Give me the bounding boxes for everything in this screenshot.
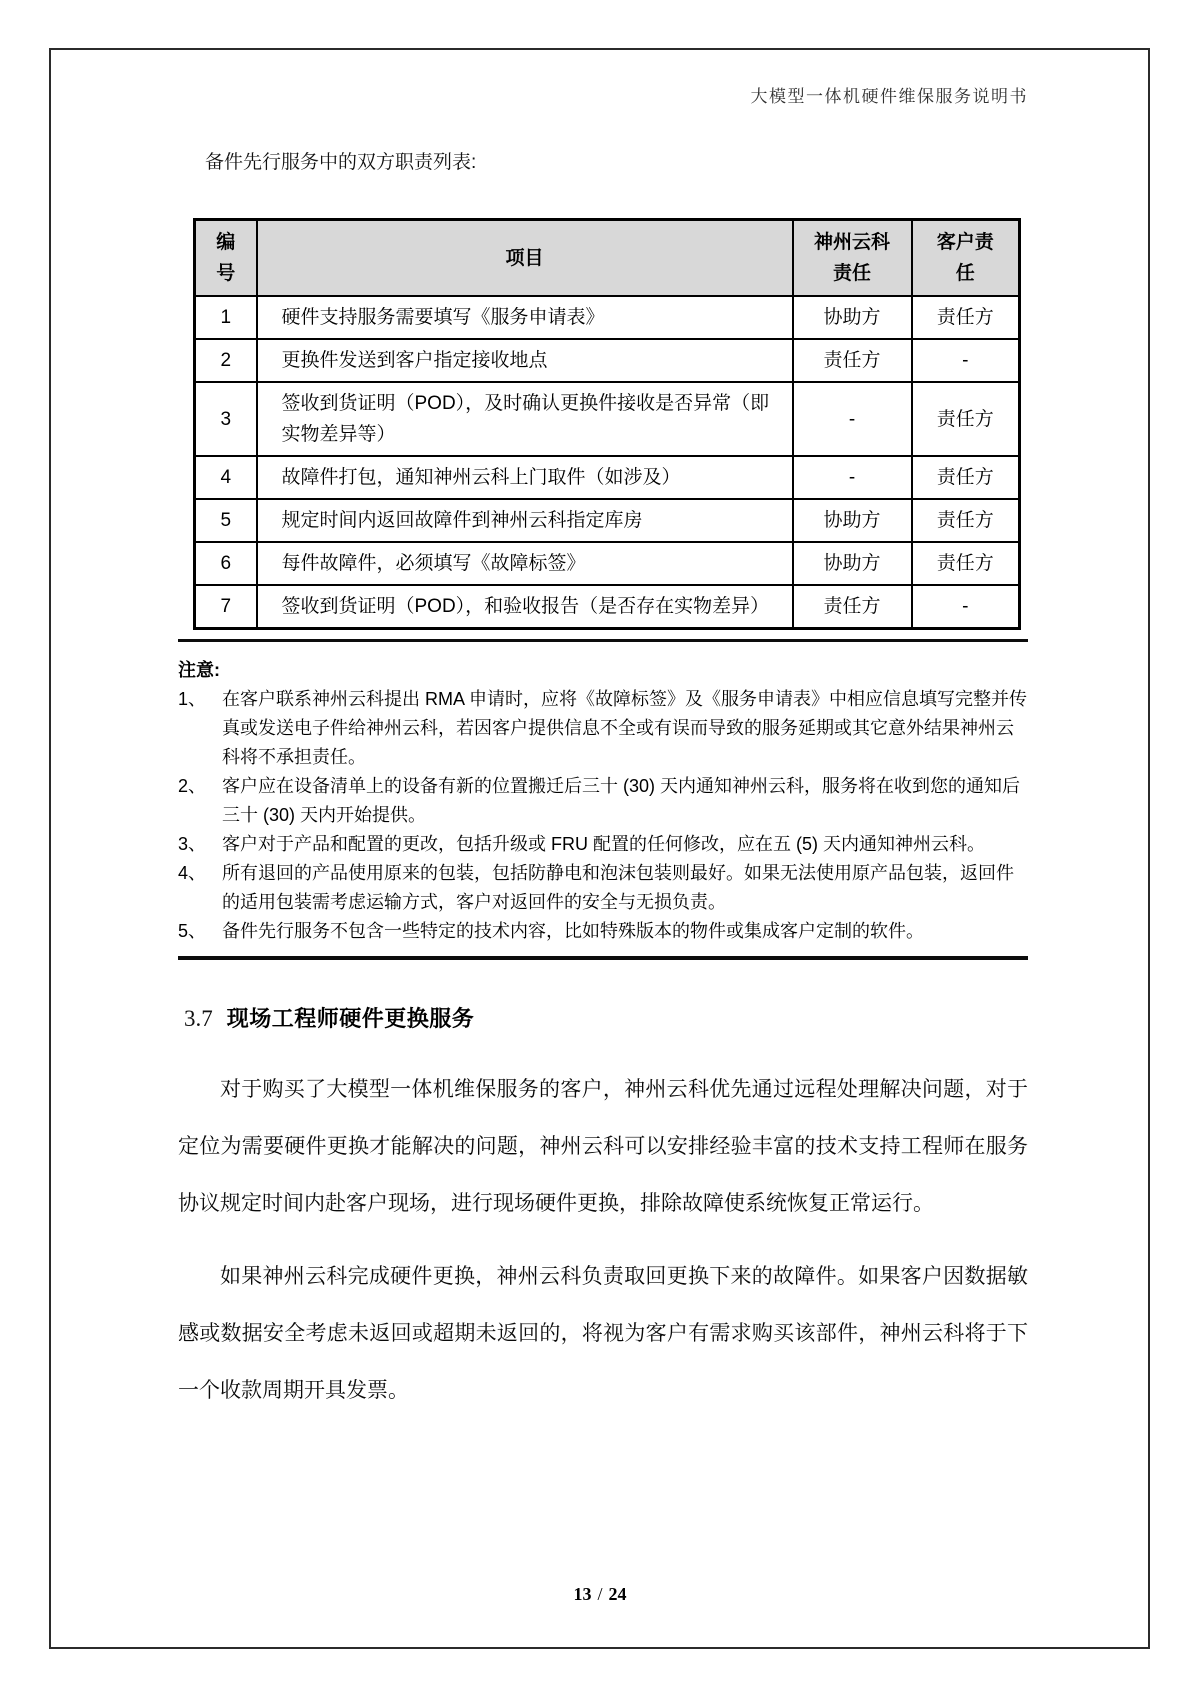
notes-title: 注意: — [178, 660, 220, 680]
row-customer: 责任方 — [912, 296, 1020, 339]
table-row — [195, 456, 1020, 499]
page-number-total: 24 — [608, 1584, 627, 1604]
table-header-row — [195, 220, 1020, 297]
row-dcyk: 责任方 — [793, 585, 912, 629]
row-item: 硬件支持服务需要填写《服务申请表》 — [257, 296, 793, 339]
note-item — [178, 917, 1028, 946]
section-heading — [178, 1002, 1028, 1033]
note-item — [178, 772, 1028, 830]
section-title: 现场工程师硬件更换服务 — [226, 1006, 475, 1031]
note-marker: 4、 — [178, 863, 207, 883]
row-item: 规定时间内返回故障件到神州云科指定库房 — [257, 499, 793, 542]
note-text: 客户应在设备清单上的设备有新的位置搬迁后三十 (30) 天内通知神州云科，服务将在收到您的通知后三十 (30) 天内开始提供。 — [222, 776, 1021, 825]
page-footer — [0, 1584, 1200, 1605]
row-customer: - — [912, 585, 1020, 629]
row-customer: 责任方 — [912, 542, 1020, 585]
row-customer: - — [912, 339, 1020, 382]
note-item — [178, 830, 1028, 859]
table-row — [195, 382, 1020, 456]
note-item — [178, 685, 1028, 772]
note-text: 所有退回的产品使用原来的包装，包括防静电和泡沫包装则最好。如果无法使用原产品包装，返回件的适用包装需考虑运输方式，客户对返回件的安全与无损负责。 — [222, 863, 1014, 912]
row-dcyk: 协助方 — [793, 296, 912, 339]
row-dcyk: - — [793, 456, 912, 499]
note-text: 在客户联系神州云科提出 RMA 申请时，应将《故障标签》及《服务申请表》中相应信息填写完整并传真或发送电子件给神州云科，若因客户提供信息不全或有误而导致的服务延期或其它意外结果神州云科将不承担责任。 — [222, 689, 1028, 767]
paragraph: 对于购买了大模型一体机维保服务的客户，神州云科优先通过远程处理解决问题，对于定位为需要硬件更换才能解决的问题，神州云科可以安排经验丰富的技术支持工程师在服务协议规定时间内赴客户现场，进行现场硬件更换，排除故障使系统恢复正常运行。 — [178, 1078, 1028, 1215]
note-text: 备件先行服务不包含一些特定的技术内容，比如特殊版本的物件或集成客户定制的软件。 — [222, 921, 924, 941]
row-no: 1 — [195, 296, 257, 339]
row-customer: 责任方 — [912, 382, 1020, 456]
row-item: 更换件发送到客户指定接收地点 — [257, 339, 793, 382]
note-marker: 3、 — [178, 834, 207, 854]
table-row — [195, 542, 1020, 585]
row-customer: 责任方 — [912, 456, 1020, 499]
row-dcyk: 协助方 — [793, 542, 912, 585]
row-customer: 责任方 — [912, 499, 1020, 542]
row-item: 签收到货证明（POD），和验收报告（是否存在实物差异） — [257, 585, 793, 629]
page-number-separator: / — [597, 1584, 603, 1604]
row-no: 4 — [195, 456, 257, 499]
note-text: 客户对于产品和配置的更改，包括升级或 FRU 配置的任何修改，应在五 (5) 天内通知神州云科。 — [222, 834, 985, 854]
section-divider-rule — [178, 639, 1028, 642]
note-marker: 5、 — [178, 921, 207, 941]
row-dcyk: 责任方 — [793, 339, 912, 382]
note-item — [178, 859, 1028, 917]
row-no: 2 — [195, 339, 257, 382]
table-row — [195, 499, 1020, 542]
row-item: 故障件打包，通知神州云科上门取件（如涉及） — [257, 456, 793, 499]
page-number-current: 13 — [573, 1584, 592, 1604]
table-row — [195, 339, 1020, 382]
document-header-title: 大模型一体机硬件维保服务说明书 — [750, 87, 1028, 106]
row-dcyk: 协助方 — [793, 499, 912, 542]
row-no: 6 — [195, 542, 257, 585]
row-item: 每件故障件，必须填写《故障标签》 — [257, 542, 793, 585]
table-header-no: 编号 — [195, 220, 257, 297]
note-marker: 2、 — [178, 776, 207, 796]
note-marker: 1、 — [178, 689, 207, 709]
responsibilities-table — [193, 218, 1021, 630]
table-header-item: 项目 — [257, 220, 793, 297]
paragraph: 如果神州云科完成硬件更换，神州云科负责取回更换下来的故障件。如果客户因数据敏感或数据安全考虑未返回或超期未返回的，将视为客户有需求购买该部件，神州云科将于下一个收款周期开具发票。 — [178, 1265, 1028, 1402]
section-divider-rule-thick — [178, 956, 1028, 960]
row-no: 5 — [195, 499, 257, 542]
table-row — [195, 585, 1020, 629]
row-no: 3 — [195, 382, 257, 456]
row-dcyk: - — [793, 382, 912, 456]
intro-text: 备件先行服务中的双方职责列表: — [205, 152, 477, 173]
table-row — [195, 296, 1020, 339]
row-item: 签收到货证明（POD），及时确认更换件接收是否异常（即实物差异等） — [257, 382, 793, 456]
row-no: 7 — [195, 585, 257, 629]
section-number: 3.7 — [184, 1006, 213, 1031]
table-header-dcyk-responsibility: 神州云科责任 — [793, 220, 912, 297]
page-content — [178, 140, 1028, 1419]
table-header-customer-responsibility: 客户责任 — [912, 220, 1020, 297]
